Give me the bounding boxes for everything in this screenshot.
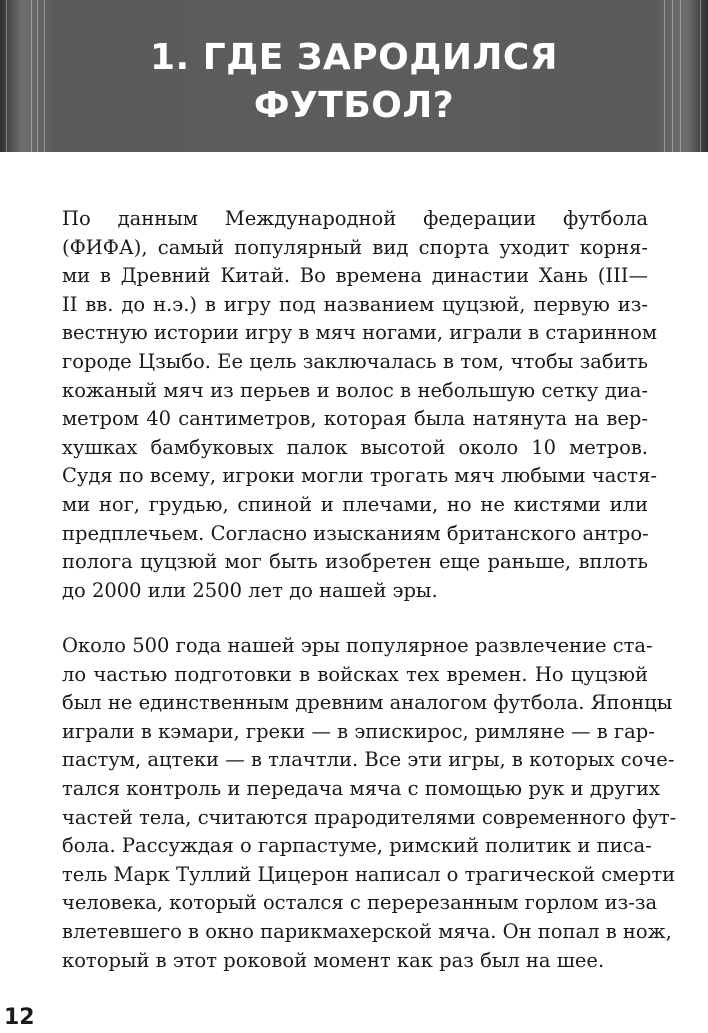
text-line: предплечьем. Согласно изысканиям британского антро- — [62, 521, 649, 545]
chapter-title-line-2: ФУТБОЛ? — [253, 85, 455, 126]
text-line: пастум, ацтеки — в тлачтли. Все эти игры, в которых соче- — [62, 748, 675, 772]
text-line: Около 500 года нашей эры популярное развлечение ста- — [62, 634, 653, 657]
text-line: метром 40 сантиметров, которая была натянута на вер- — [62, 407, 648, 431]
text-line: влетевшего в окно парикмахерской мяча. Он попал в нож, — [62, 919, 672, 943]
text-line: Судя по всему, игроки могли трогать мяч любыми частя- — [62, 464, 657, 488]
chapter-header — [0, 0, 708, 152]
chapter-title-line-1: 1. ГДЕ ЗАРОДИЛСЯ — [149, 37, 559, 78]
text-line: играли в кэмари, греки — в эпискирос, римляне — в гар- — [62, 719, 655, 743]
text-line: вестную истории игру в мяч ногами, играли в старинном — [62, 321, 658, 345]
paragraph-2 — [62, 632, 677, 975]
text-line: ло частью подготовки в войсках тех времен. Но цуцзюй — [62, 662, 648, 686]
text-line: бола. Рассуждая о гарпастуме, римский политик и писа- — [62, 834, 652, 858]
page-number: 12 — [4, 1005, 35, 1030]
text-line: ми в Древний Китай. Во времена династии Хань (III— — [62, 264, 648, 288]
text-line: частей тела, считаются прародителями современного фут- — [62, 805, 677, 829]
text-line: II вв. до н.э.) в игру под названием цуцзюй, первую из- — [62, 292, 648, 316]
text-line: кожаный мяч из перьев и волос в небольшую сетку диа- — [62, 378, 648, 402]
text-line: хушках бамбуковых палок высотой около 10 метров. — [62, 435, 648, 459]
text-line: ми ног, грудью, спиной и плечами, но не кистями или — [62, 492, 648, 516]
text-line: который в этот роковой момент как раз был на шее. — [62, 948, 605, 972]
chapter-title — [0, 34, 708, 130]
text-line: тался контроль и передача мяча с помощью рук и других — [62, 776, 661, 800]
text-line: (ФИФА), самый популярный вид спорта уходит корня- — [62, 235, 648, 259]
text-line: тель Марк Туллий Цицерон написал о трагической смерти — [62, 862, 676, 886]
text-line: полога цуцзюй мог быть изобретен еще раньше, вплоть — [62, 550, 648, 574]
paragraph-1 — [62, 205, 658, 605]
text-line: По данным Международной федерации футбола — [62, 207, 648, 230]
text-line: был не единственным древним аналогом футбола. Японцы — [62, 691, 673, 715]
text-line: человека, который остался с перерезанным горлом из-за — [62, 891, 658, 915]
text-line: городе Цзыбо. Ее цель заключалась в том, чтобы забить — [62, 349, 648, 373]
text-line: до 2000 или 2500 лет до нашей эры. — [62, 578, 438, 602]
